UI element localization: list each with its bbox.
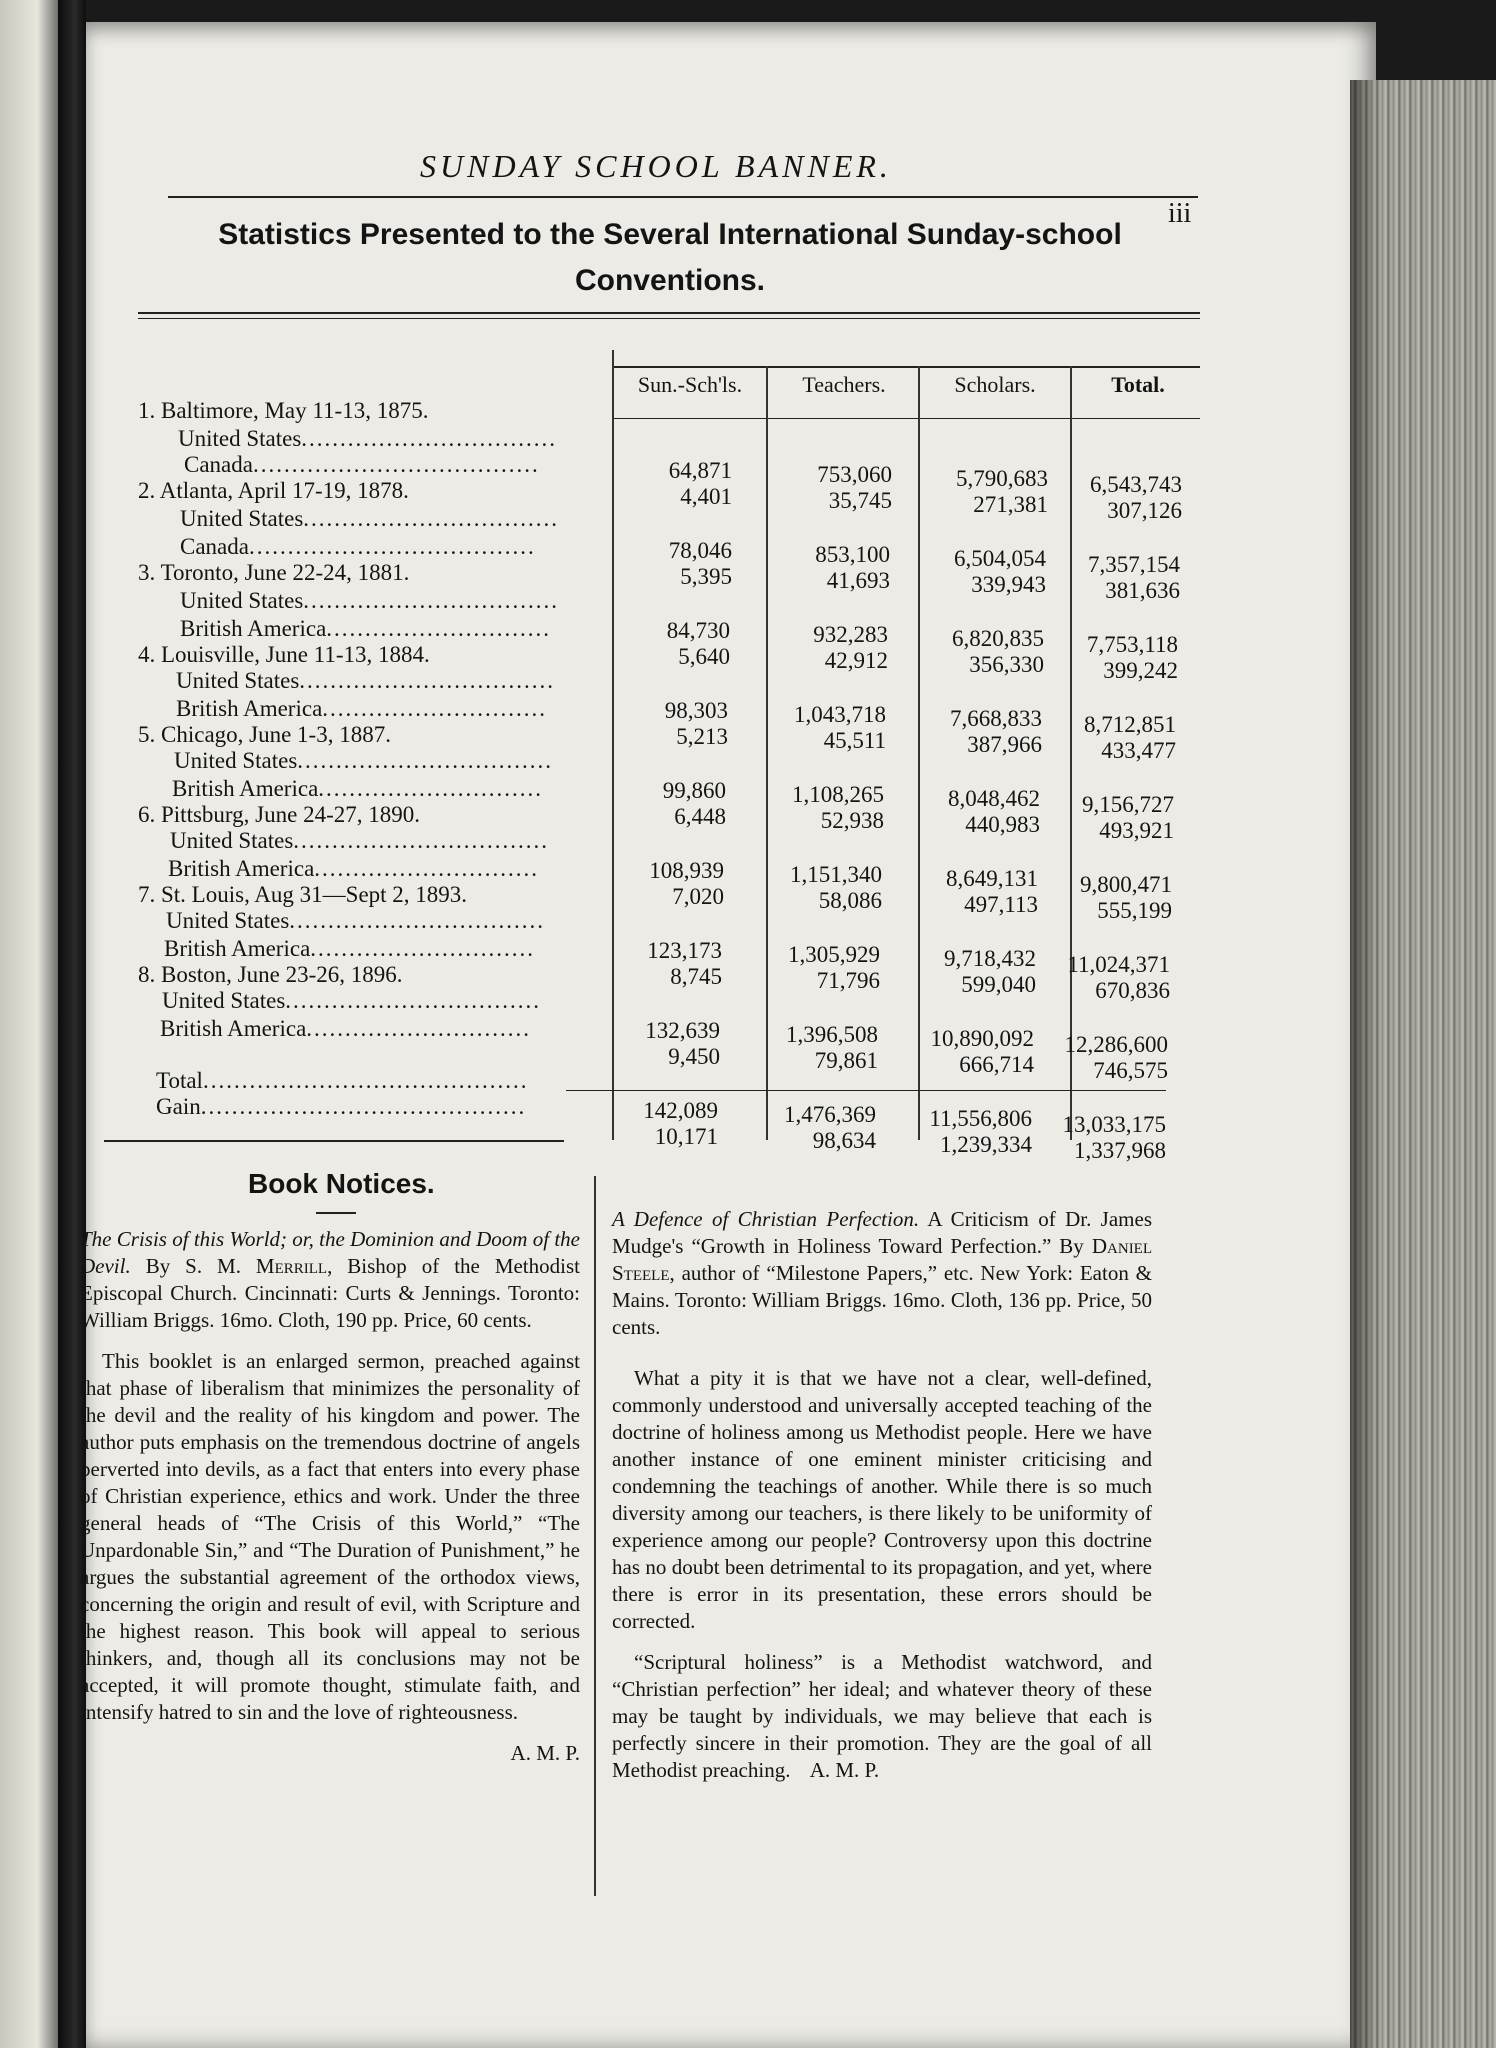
convention-label: 5. Chicago, June 1-3, 1887. — [138, 722, 391, 747]
col-head-sunday-schools: Sun.-Sch'ls. — [637, 372, 743, 397]
book-author: Daniel Steele, — [612, 1234, 1153, 1285]
cell-scholars-total: 11,556,806 — [929, 1106, 1032, 1131]
cell-teachers-total: 1,476,369 — [784, 1102, 876, 1127]
cell-teachers-gain: 98,634 — [812, 1128, 876, 1153]
row-label: United States................................. — [170, 828, 550, 853]
review-signature: A. M. P. — [809, 1758, 880, 1782]
cell-teachers: 58,086 — [818, 888, 882, 913]
cell-scholars: 8,649,131 — [946, 866, 1038, 891]
convention-label: 1. Baltimore, May 11-13, 1875. — [138, 398, 429, 423]
cell-scholars: 6,820,835 — [952, 626, 1044, 651]
cell-total: 6,543,743 — [1090, 472, 1182, 497]
cell-sunday-schools: 4,401 — [680, 484, 732, 509]
cell-scholars: 7,668,833 — [950, 706, 1042, 731]
book-notice-left — [80, 1226, 580, 1767]
cell-teachers: 71,796 — [816, 968, 880, 993]
cell-total: 381,636 — [1105, 578, 1180, 603]
cell-total: 399,242 — [1103, 658, 1178, 683]
cell-sunday-schools: 132,639 — [645, 1018, 720, 1043]
row-label-text: British America — [176, 696, 323, 721]
convention-label: 3. Toronto, June 22-24, 1881. — [138, 560, 410, 585]
cell-sunday-schools: 84,730 — [666, 618, 730, 643]
row-label-text: United States — [180, 588, 304, 613]
row-label-text: British America — [180, 616, 327, 641]
cell-total: 555,199 — [1097, 898, 1172, 923]
cell-teachers: 52,938 — [820, 808, 884, 833]
cell-scholars: 666,714 — [959, 1052, 1034, 1077]
row-label: British America............................. — [164, 936, 536, 961]
row-label: British America............................. — [172, 776, 544, 801]
row-label: United States................................. — [166, 908, 546, 933]
cell-total: 493,921 — [1099, 818, 1174, 843]
book-entry-left — [80, 1226, 580, 1334]
cell-teachers: 853,100 — [815, 542, 890, 567]
column-head-rule — [612, 366, 1200, 368]
review-text: This booklet is an enlarged sermon, preached against that phase of liberalism that minimizes the personality of the devil and the reality of his kingdom and power. The author puts emphasis on the tremendous doctrine of angels perverted into devils, as a fact that enters into every phase of Christian experience, ethics and work. Under the three general heads of “The Crisis of this World,” “The Unpardonable Sin,” and “The Duration of Punishment,” he argues the substantial agreement of the orthodox views, concerning the origin and result of evil, with Scripture and the highest reason. This book will appeal to serious thinkers, and, though all its conclusions may not be accepted, it will promote thought, stimulate faith, and intensify hatred to sin and the love of righteousness. — [80, 1349, 580, 1724]
notices-column-divider — [594, 1176, 596, 1896]
row-label: British America............................. — [180, 616, 552, 641]
cell-total: 7,357,154 — [1088, 552, 1180, 577]
row-label: United States................................. — [180, 506, 560, 531]
col-head-total: Total. — [1111, 372, 1165, 397]
cell-total: 9,156,727 — [1082, 792, 1174, 817]
cell-scholars: 10,890,092 — [930, 1026, 1034, 1051]
cell-scholars: 5,790,683 — [956, 466, 1048, 491]
statistics-title-line2: Conventions. — [574, 264, 765, 297]
cell-scholars: 6,504,054 — [954, 546, 1046, 571]
cell-sunday-schools: 7,020 — [672, 884, 724, 909]
cell-scholars-gain: 1,239,334 — [940, 1132, 1032, 1157]
title-rule-bottom — [138, 318, 1200, 319]
book-details: Bishop of the Methodist Episcopal Church. Cincinnati: Curts & Jennings. Toronto: William Briggs. 16mo. Cloth, 190 pp. Price, 60 cents. — [80, 1254, 580, 1332]
row-label-text: United States — [174, 748, 298, 773]
row-label: United States................................. — [178, 426, 558, 451]
cell-teachers: 35,745 — [828, 488, 892, 513]
book-title: The Crisis of this World; or, the Dominion and Doom of the Devil. — [80, 1227, 580, 1278]
row-label: British America............................. — [168, 856, 540, 881]
heading-dash — [316, 1212, 356, 1214]
row-label-text: Total — [156, 1068, 203, 1093]
page-number: iii — [1168, 198, 1192, 229]
row-label-text: British America — [160, 1016, 307, 1041]
convention-label: 4. Louisville, June 11-13, 1884. — [138, 642, 430, 667]
col-head-scholars: Scholars. — [954, 372, 1036, 397]
cell-total: 670,836 — [1095, 978, 1170, 1003]
cell-total: 8,712,851 — [1084, 712, 1176, 737]
cell-sunday-schools: 5,640 — [678, 644, 730, 669]
running-head: SUNDAY SCHOOL BANNER. — [420, 148, 892, 184]
page-stack-edges — [1350, 80, 1496, 2048]
cell-scholars: 8,048,462 — [948, 786, 1040, 811]
cell-scholars: 356,330 — [969, 652, 1044, 677]
cell-sunday-schools: 98,303 — [664, 698, 728, 723]
row-label: Canada..................................... — [184, 452, 540, 477]
cell-total-total: 13,033,175 — [1062, 1112, 1166, 1137]
cell-scholars: 339,943 — [971, 572, 1046, 597]
table-bottom-rule — [104, 1140, 564, 1142]
cell-teachers: 1,151,340 — [790, 862, 882, 887]
row-label: Canada..................................... — [180, 534, 536, 559]
book-notices-heading: Book Notices. — [248, 1168, 435, 1199]
review-text — [612, 1649, 1152, 1784]
book-notice-right — [612, 1206, 1152, 1784]
total-separator — [566, 1090, 1166, 1091]
row-label-gain: Gain.......................................... — [156, 1094, 527, 1119]
title-rule-top — [138, 312, 1200, 314]
book-entry-right — [612, 1206, 1152, 1341]
cell-teachers: 753,060 — [817, 462, 892, 487]
cell-total: 433,477 — [1101, 738, 1176, 763]
row-label-text: Gain — [156, 1094, 201, 1119]
cell-sunday-schools: 108,939 — [649, 858, 724, 883]
cell-teachers: 1,043,718 — [794, 702, 886, 727]
cell-sunday-schools: 5,395 — [680, 564, 732, 589]
cell-total: 12,286,600 — [1064, 1032, 1168, 1057]
cell-sunday-schools: 8,745 — [670, 964, 722, 989]
review-text: What a pity it is that we have not a clear, well-defined, commonly understood and universally accepted teaching of the doctrine of holiness among us Methodist people. Here we have another instance of one eminent minister criticising and condemning the teachings of another. While there is so much diversity among our teachers, is there likely to be uniformity of experience among our people? Controversy upon this doctrine has no doubt been detrimental to its propagation, and yet, where there is error in its presentation, these errors should be corrected. — [612, 1366, 1152, 1633]
cell-teachers: 45,511 — [823, 728, 886, 753]
cell-scholars: 440,983 — [965, 812, 1040, 837]
cell-total: 307,126 — [1107, 498, 1182, 523]
header-rule — [168, 196, 1198, 198]
convention-label: 6. Pittsburg, June 24-27, 1890. — [138, 802, 420, 827]
row-label-text: United States — [176, 668, 300, 693]
row-label: United States................................. — [174, 748, 554, 773]
cell-scholars: 599,040 — [961, 972, 1036, 997]
cell-scholars: 9,718,432 — [944, 946, 1036, 971]
cell-sunday-schools: 78,046 — [668, 538, 732, 563]
row-label: British America............................. — [160, 1016, 532, 1041]
row-label: United States................................. — [176, 668, 556, 693]
book-author: S. M. Merrill, — [185, 1254, 333, 1278]
previous-page-edge — [0, 0, 62, 2048]
cell-teachers: 932,283 — [813, 622, 888, 647]
cell-teachers: 79,861 — [814, 1048, 878, 1073]
row-label-text: United States — [170, 828, 294, 853]
review-signature: A. M. P. — [510, 1741, 580, 1765]
cell-teachers: 1,108,265 — [792, 782, 884, 807]
row-label-text: United States — [180, 506, 304, 531]
convention-label: 7. St. Louis, Aug 31—Sept 2, 1893. — [138, 882, 468, 907]
row-label-text: British America — [172, 776, 319, 801]
cell-teachers: 42,912 — [824, 648, 888, 673]
row-label-text: British America — [168, 856, 315, 881]
row-label-total: Total.......................................... — [156, 1068, 529, 1093]
cell-sunday-schools: 123,173 — [647, 938, 722, 963]
cell-teachers: 1,305,929 — [788, 942, 880, 967]
review-text-part: “Scriptural holiness” is a Methodist watchword, and “Christian perfection” her ideal; and whatever theory of these may be taught by individuals, we may believe that each is perfectly sincere in their promotion. They are the goal of all Methodist preaching. — [612, 1650, 1152, 1782]
row-label: British America............................. — [176, 696, 548, 721]
book-details: author of “Milestone Papers,” etc. New York: Eaton & Mains. Toronto: William Briggs. 16mo. Cloth, 136 pp. Price, 50 cents. — [612, 1261, 1152, 1339]
row-label-text: United States — [166, 908, 290, 933]
book-subtitle: A Criticism of Dr. James Mudge's “Growth in Holiness Toward Perfection.” By — [612, 1207, 1153, 1258]
cell-sunday-schools-gain: 10,171 — [654, 1124, 718, 1149]
col-head-teachers: Teachers. — [802, 372, 886, 397]
convention-label: 8. Boston, June 23-26, 1896. — [138, 962, 403, 987]
row-label-text: Canada — [184, 452, 253, 477]
statistics-title — [140, 212, 1200, 304]
row-label: United States................................. — [180, 588, 560, 613]
cell-sunday-schools: 5,213 — [676, 724, 728, 749]
book-title: A Defence of Christian Perfection. — [612, 1207, 920, 1231]
row-label-text: United States — [162, 988, 286, 1013]
cell-total: 7,753,118 — [1086, 632, 1178, 657]
row-label-text: Canada — [180, 534, 249, 559]
cell-teachers: 1,396,508 — [786, 1022, 878, 1047]
cell-total-gain: 1,337,968 — [1074, 1138, 1166, 1163]
cell-total: 11,024,371 — [1067, 952, 1170, 977]
statistics-title-line1: Statistics Presented to the Several International Sunday-school — [218, 218, 1122, 251]
cell-scholars: 387,966 — [967, 732, 1042, 757]
convention-label: 2. Atlanta, April 17-19, 1878. — [138, 478, 409, 503]
cell-total: 746,575 — [1093, 1058, 1168, 1083]
row-label-text: British America — [164, 936, 311, 961]
cell-scholars: 271,381 — [973, 492, 1048, 517]
cell-sunday-schools: 99,860 — [662, 778, 726, 803]
cell-sunday-schools: 9,450 — [668, 1044, 720, 1069]
cell-teachers: 41,693 — [826, 568, 890, 593]
row-label-text: United States — [178, 426, 302, 451]
cell-sunday-schools: 6,448 — [674, 804, 726, 829]
row-label: United States................................. — [162, 988, 542, 1013]
book-by: By — [145, 1254, 171, 1278]
cell-sunday-schools-total: 142,089 — [643, 1098, 718, 1123]
cell-total: 9,800,471 — [1080, 872, 1172, 897]
column-head-underline — [612, 418, 1200, 419]
cell-sunday-schools: 64,871 — [668, 458, 732, 483]
cell-scholars: 497,113 — [964, 892, 1038, 917]
